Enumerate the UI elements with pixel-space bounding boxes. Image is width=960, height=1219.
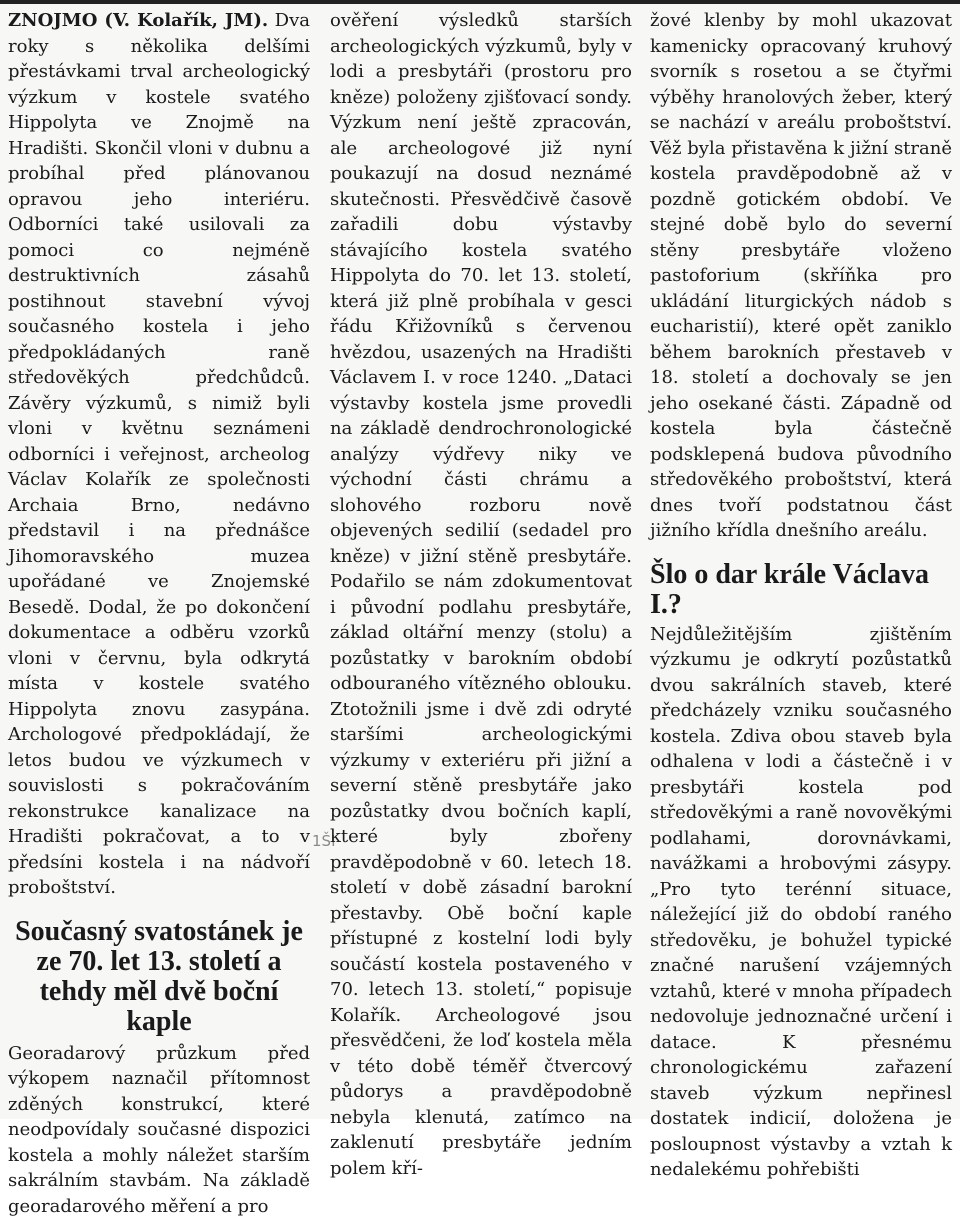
column-2	[330, 8, 632, 1119]
top-rule	[0, 0, 960, 4]
intro-text: Dva roky s několika delšími přestávkami trval archeologický výzkum v kostele svatého Hippolyta ve Znojmě na Hradišti. Skončil vloni v dubnu a probíhal před plánovanou opravou jeho interiéru. Odborníci také usilovali za pomoci co nejméně destruktivních zásahů postihnout stavební vývoj současného kostela i jeho předpokládaných raně středověkých předchůdců. Závěry výzkumů, s nimiž byli vloni v květnu seznámeni odborníci i veřejnost, archeolog Václav Kolařík ze společnosti Archaia Brno, nedávno představil i na přednášce Jihomoravského muzea upořádané ve Znojemské Besedě. Dodal, že po dokončení dokumentace a odběru vzorků vloni v červnu, byla odkrytá místa v kostele svatého Hippolyta znovu zasypána. Archologové předpokládají, že letos budou ve výzkumech v souvislosti s pokračováním rekonstrukce kanalizace na Hradišti pokračovat, a to v předsíni kostela i na nádvoří proboštství.	[8, 10, 310, 898]
paragraph-findings: Nejdůležitějším zjištěním výzkumu je odkrytí pozůstatků dvou sakrálních staveb, které předcházely vzniku současného kostela. Zdiva obou staveb byla odhalena v lodi a částečně i v presbytáři kostela pod středověkými a raně novověkými podlahami, dorovnávkami, navážkami a hrobovými zásypy. „Pro tyto terénní situace, náležející již do období raného středověku, je bohužel typické značné narušení vzájemných vztahů, které v mnoha případech nedovoluje jednoznačné určení i datace. K přesnému chronologickému zařazení staveb výzkum nepřinesl dostatek indicií, doložena je posloupnost výstavby a vztah k nedalekému pohřebišti	[650, 622, 952, 1183]
paragraph-tower: žové klenby by mohl ukazovat kamenicky opracovaný kruhový svorník s rosetou a se čtyřmi výběhy hranolových žeber, který se nachází v areálu proboštství. Věž byla přistavěna k jižní straně kostela pravděpodobně až v pozdně gotickém období. Ve stejné době bylo do severní stěny presbytáře vloženo pastoforium (skříňka pro ukládání liturgických nádob s eucharistií), které opět zaniklo během barokních přestaveb v 18. století a dochovaly se jen jeho osekané části. Západně od kostela byla částečně podsklepená budova původního středověkého proboštství, která dnes tvoří podstatnou část jižního křídla dnešního areálu.	[650, 8, 952, 544]
intro-paragraph	[8, 8, 310, 901]
column-1	[8, 8, 310, 1119]
paragraph-dating: ověření výsledků starších archeologických výzkumů, byly v lodi a presbytáři (prostoru pro kněze) položeny zjišťovací sondy. Výzkum není ještě zpracován, ale archeologové již nyní poukazují na dosud neznámé skutečnosti. Přesvědčivě časově zařadili dobu výstavby stávajícího kostela svatého Hippolyta do 70. let 13. století, která již plně probíhala v gesci řádu Křižovníků s červenou hvězdou, usazených na Hradišti Václavem I. v roce 1240. „Dataci výstavby kostela jsme provedli na základě dendrochronologické analýzy výdřevy niky ve východní části chrámu a slohového rozboru nově objevených sedilií (sedadel pro kněze) v jižní stěně presbytáře. Podařilo se nám zdokumentovat i původní podlahu presbytáře, základ oltářní menzy (stolu) a pozůstatky v barokním období odbouraného vítězného oblouku. Ztotožnili jsme i dvě zdi odryté staršími archeologickými výzkumy v exteriéru při jižní a severní stěně presbytáře jako pozůstatky dvou bočních kaplí, které byly zbořeny pravděpodobně v 60. letech 18. století v době zásadní barokní přestavby. Obě boční kaple přístupné z kostelní lodi byly součástí kostela postaveného v 70. letech 13. století,“ popisuje Kolařík. Archeologové jsou přesvědčeni, že loď kostela měla v této době téměř čtvercový půdorys a pravděpodobně nebyla klenutá, zatímco na zaklenutí presbytáře jedním polem kří-	[330, 8, 632, 1181]
section-heading-gift: Šlo o dar krále Václava I.?	[650, 560, 952, 620]
margin-mark: 1ŠI	[312, 832, 336, 850]
column-3	[650, 8, 952, 1119]
paragraph-georadar: Georadarový průzkum před výkopem naznačil přítomnost zděných konstrukcí, které neodpovídaly současné dispozici kostela a mohly náležet starším sakrálním stavbám. Na základě georadarového měření a pro	[8, 1041, 310, 1219]
dateline: ZNOJMO (V. Kolařík, JM).	[8, 10, 268, 31]
section-heading-chapels: Současný svatostánek je ze 70. let 13. století a tehdy měl dvě boční kaple	[8, 917, 310, 1037]
